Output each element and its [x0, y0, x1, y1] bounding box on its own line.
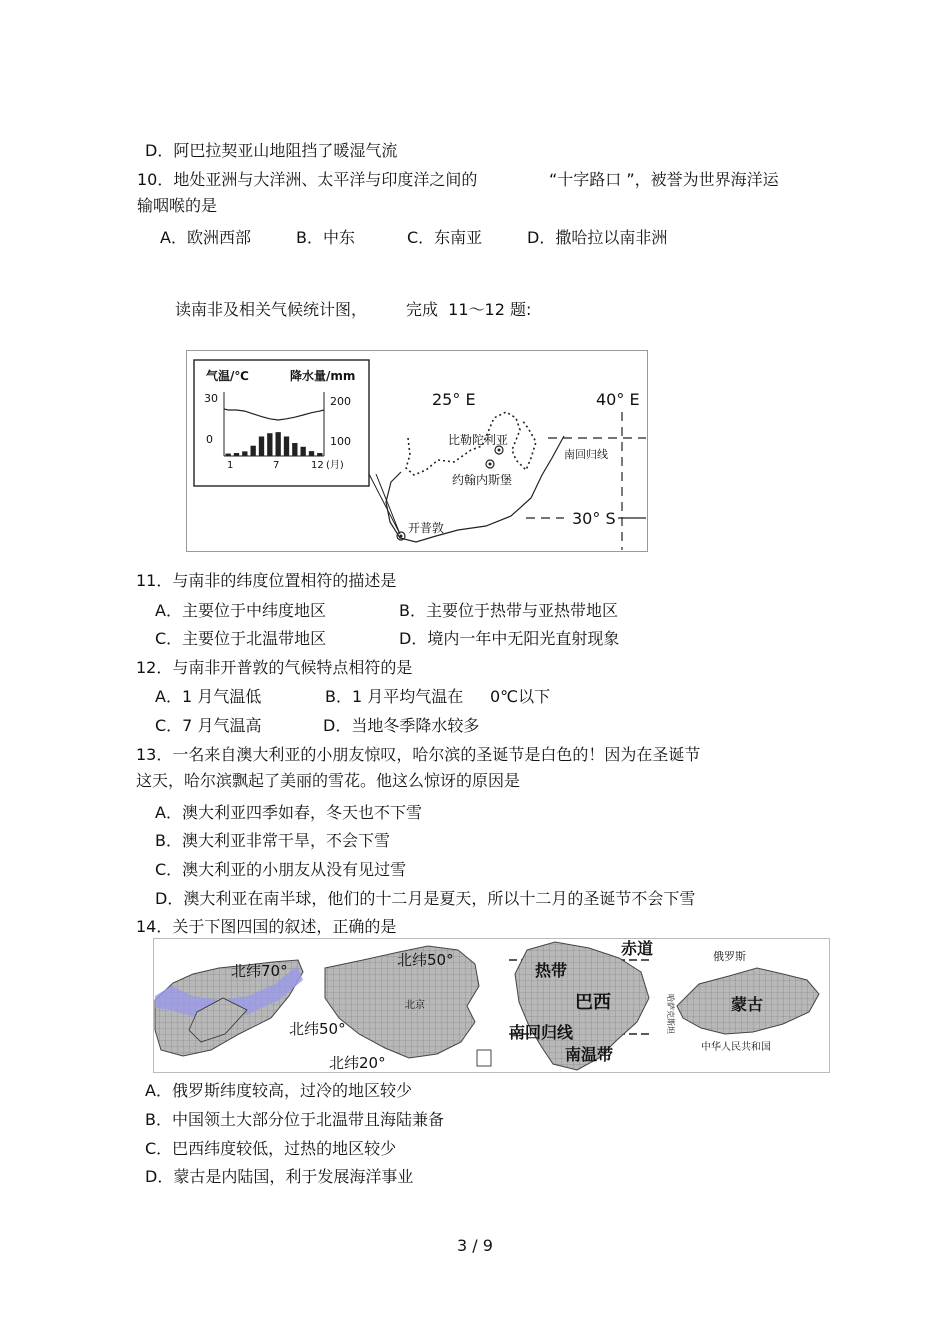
- south-africa-figure: [186, 350, 648, 552]
- q10-stem-line1b: “十字路口 ”，被誉为世界海洋运: [549, 170, 779, 189]
- q13-option-b: B．澳大利亚非常干旱，不会下雪: [155, 831, 390, 850]
- precip-bar-1: [226, 454, 231, 456]
- precip-bar-6: [267, 433, 272, 456]
- china-lat20-label: 北纬20°: [329, 1054, 386, 1072]
- q12-stem: 12．与南非开普敦的气候特点相符的是: [136, 658, 413, 677]
- precip-bar-4: [251, 446, 256, 456]
- x-tick-12: 12: [311, 460, 324, 471]
- precip-bar-12: [317, 453, 322, 456]
- brazil-tropic-label: 南回归线: [509, 1023, 574, 1042]
- q14-option-d: D．蒙古是内陆国，利于发展海洋事业: [145, 1167, 414, 1186]
- x-tick-7: 7: [273, 460, 280, 471]
- city-pretoria-label: 比勒陀利亚: [448, 433, 509, 447]
- q11-option-b: B．主要位于热带与亚热带地区: [399, 601, 618, 620]
- q10-stem-line1: 10．地处亚洲与大洋洲、太平洋与印度洋之间的: [137, 170, 478, 189]
- precip-bar-11: [309, 451, 314, 456]
- lon-40e-label: 40° E: [596, 390, 640, 409]
- q13-option-d: D．澳大利亚在南半球，他们的十二月是夏天，所以十二月的圣诞节不会下雪: [155, 889, 696, 908]
- city-johannesburg-label: 约翰内斯堡: [452, 473, 513, 487]
- precip-bar-3: [242, 451, 247, 456]
- temp-axis-label: 气温/℃: [206, 369, 249, 383]
- four-countries-figure: [153, 938, 830, 1073]
- q10-option-d: D．撒哈拉以南非洲: [527, 228, 668, 247]
- q11-option-a: A．主要位于中纬度地区: [155, 601, 326, 620]
- russia-lat70-label: 北纬70°: [231, 962, 288, 980]
- tropic-label: 南回归线: [564, 448, 608, 461]
- precip-bar-8: [284, 436, 289, 456]
- q13-option-c: C．澳大利亚的小朋友从没有见过雪: [155, 860, 407, 879]
- q10-option-b: B．中东: [296, 228, 355, 247]
- intro-part2: 完成 11～12 题:: [406, 300, 532, 319]
- russia-lat50-label: 北纬50°: [289, 1020, 346, 1038]
- y-right-tick-200: 200: [330, 395, 351, 408]
- q9-option-d: D．阿巴拉契亚山地阻挡了暖湿气流: [145, 141, 398, 160]
- q12-option-b-part1: B．1 月平均气温在: [325, 687, 464, 706]
- y-right-tick-100: 100: [330, 435, 351, 448]
- brazil-name-label: 巴西: [575, 992, 611, 1013]
- q14-option-a: A．俄罗斯纬度较高，过冷的地区较少: [145, 1081, 412, 1100]
- intro-part1: 读南非及相关气候统计图，: [175, 300, 368, 319]
- q13-option-a: A．澳大利亚四季如春，冬天也不下雪: [155, 803, 422, 822]
- q10-option-c: C．东南亚: [407, 228, 483, 247]
- y-left-tick-30: 30: [204, 392, 218, 405]
- q13-stem-line1: 13．一名来自澳大利亚的小朋友惊叹，哈尔滨的圣诞节是白色的！因为在圣诞节: [136, 745, 701, 764]
- q11-stem: 11．与南非的纬度位置相符的描述是: [136, 571, 397, 590]
- q12-option-a: A．1 月气温低: [155, 687, 262, 706]
- lon-25e-label: 25° E: [432, 390, 476, 409]
- mongolia-china-label: 中华人民共和国: [701, 1042, 771, 1053]
- mongolia-name-label: 蒙古: [731, 995, 764, 1014]
- china-beijing-label: 北京: [405, 1000, 425, 1011]
- china-lat50-label: 北纬50°: [397, 951, 454, 969]
- q12-option-c: C．7 月气温高: [155, 716, 262, 735]
- q10-option-a: A．欧洲西部: [160, 228, 251, 247]
- precip-bar-7: [276, 432, 281, 456]
- precip-bar-5: [259, 436, 264, 456]
- city-capetown-label: 开普敦: [408, 521, 445, 535]
- brazil-tropical-label: 热带: [535, 961, 568, 980]
- q12-option-d: D．当地冬季降水较多: [323, 716, 480, 735]
- q13-stem-line2: 这天，哈尔滨飘起了美丽的雪花。他这么惊讶的原因是: [136, 771, 521, 790]
- lat-30s-label: 30° S: [572, 509, 616, 528]
- precip-bar-2: [234, 453, 239, 456]
- brazil-temperate-label: 南温带: [565, 1045, 614, 1064]
- q14-stem: 14．关于下图四国的叙述，正确的是: [136, 917, 397, 936]
- q14-option-c: C．巴西纬度较低，过热的地区较少: [145, 1139, 397, 1158]
- x-unit-label: (月): [326, 460, 344, 471]
- brazil-equator-label: 赤道: [621, 939, 654, 958]
- precip-bar-10: [301, 447, 306, 456]
- q11-option-c: C．主要位于北温带地区: [155, 629, 327, 648]
- precip-axis-label: 降水量/mm: [290, 369, 356, 383]
- q10-stem-line2: 输咽喉的是: [137, 196, 218, 215]
- page-number: 3 / 9: [457, 1236, 493, 1255]
- q14-option-b: B．中国领土大部分位于北温带且海陆兼备: [145, 1110, 444, 1129]
- q11-option-d: D．境内一年中无阳光直射现象: [399, 629, 620, 648]
- mongolia-kazakh-label: 哈萨克斯坦: [666, 994, 675, 1034]
- precip-bar-9: [292, 443, 297, 456]
- q12-option-b-part2: 0℃以下: [490, 687, 551, 706]
- x-tick-1: 1: [227, 460, 234, 471]
- mongolia-russia-label: 俄罗斯: [713, 950, 746, 963]
- y-left-tick-0: 0: [206, 433, 213, 446]
